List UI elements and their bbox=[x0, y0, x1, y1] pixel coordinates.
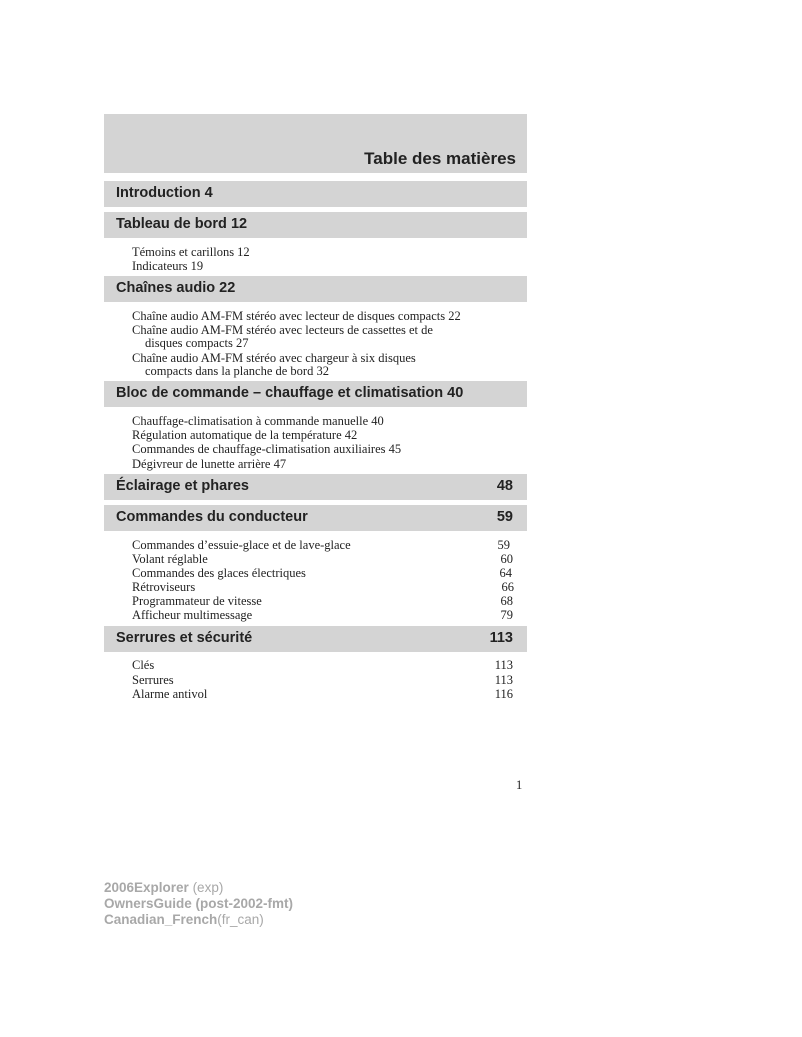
section-page: 48 bbox=[496, 478, 513, 494]
footer-language-code: (fr_can) bbox=[217, 912, 264, 927]
section-title: Chaînes audio 22 bbox=[116, 280, 236, 296]
section-title: Introduction 4 bbox=[116, 185, 213, 201]
section-tableau-de-bord[interactable] bbox=[104, 212, 527, 238]
toc-entry-continuation[interactable]: disques compacts 27 bbox=[145, 336, 249, 350]
toc-entry[interactable]: Alarme antivol bbox=[132, 687, 208, 701]
toc-entry-page: 64 bbox=[499, 566, 512, 580]
toc-entry[interactable]: Commandes de chauffage-climatisation auxiliaires 45 bbox=[132, 442, 402, 456]
footer-line-1 bbox=[104, 880, 293, 896]
toc-entry-page: 113 bbox=[494, 673, 513, 687]
toc-entry[interactable]: Chaîne audio AM-FM stéréo avec lecteur de disques compacts 22 bbox=[132, 309, 461, 323]
section-title: Commandes du conducteur bbox=[116, 509, 308, 525]
toc-entry-page: 66 bbox=[501, 580, 514, 594]
toc-entry[interactable]: Commandes des glaces électriques bbox=[132, 566, 306, 580]
toc-entry-page: 113 bbox=[494, 658, 513, 672]
section-bloc-de-commande[interactable] bbox=[104, 381, 527, 407]
toc-entry[interactable]: Chauffage-climatisation à commande manuelle 40 bbox=[132, 414, 384, 428]
toc-entry[interactable]: Indicateurs 19 bbox=[132, 259, 204, 273]
toc-entry[interactable]: Chaîne audio AM-FM stéréo avec chargeur à six disques bbox=[132, 351, 416, 365]
toc-entry[interactable]: Dégivreur de lunette arrière 47 bbox=[132, 457, 287, 471]
section-eclairage-et-phares[interactable] bbox=[104, 474, 527, 500]
title-band bbox=[104, 114, 527, 173]
toc-entry[interactable]: Rétroviseurs bbox=[132, 580, 196, 594]
page-number: 1 bbox=[516, 778, 523, 792]
toc-entry-page: 79 bbox=[500, 608, 513, 622]
footer-guide: OwnersGuide (post-2002-fmt) bbox=[104, 896, 294, 911]
section-page: 59 bbox=[496, 509, 513, 525]
toc-entry[interactable]: Commandes d’essuie-glace et de lave-glace bbox=[132, 538, 351, 552]
section-page: 113 bbox=[489, 630, 513, 646]
toc-entry[interactable]: Serrures bbox=[132, 673, 174, 687]
section-title: Éclairage et phares bbox=[116, 478, 249, 494]
toc-entry-page: 60 bbox=[500, 552, 513, 566]
toc-entry-page: 59 bbox=[497, 538, 510, 552]
section-title: Serrures et sécurité bbox=[116, 630, 253, 646]
toc-entry[interactable]: Clés bbox=[132, 658, 155, 672]
toc-entry[interactable]: Volant réglable bbox=[132, 552, 208, 566]
footer-line-3 bbox=[104, 912, 293, 928]
section-title: Bloc de commande – chauffage et climatisation 40 bbox=[116, 385, 464, 401]
section-serrures-et-securite[interactable] bbox=[104, 626, 527, 652]
toc-entry[interactable]: Régulation automatique de la température 42 bbox=[132, 428, 358, 442]
toc-entry[interactable]: Afficheur multimessage bbox=[132, 608, 253, 622]
footer-model: 2006Explorer bbox=[104, 880, 189, 895]
section-commandes-du-conducteur[interactable] bbox=[104, 505, 527, 531]
toc-entry-continuation[interactable]: compacts dans la planche de bord 32 bbox=[145, 364, 329, 378]
toc-entry-page: 116 bbox=[494, 687, 513, 701]
page-title: Table des matières bbox=[364, 149, 516, 168]
toc-entry[interactable]: Programmateur de vitesse bbox=[132, 594, 262, 608]
section-title: Tableau de bord 12 bbox=[116, 216, 248, 232]
section-introduction[interactable] bbox=[104, 181, 527, 207]
footer bbox=[104, 880, 293, 928]
toc-entry-page: 68 bbox=[500, 594, 513, 608]
footer-line-2 bbox=[104, 896, 293, 912]
toc-entry[interactable]: Chaîne audio AM-FM stéréo avec lecteurs de cassettes et de bbox=[132, 323, 433, 337]
footer-model-code: (exp) bbox=[188, 880, 224, 895]
toc-entry[interactable]: Témoins et carillons 12 bbox=[132, 245, 250, 259]
section-chaines-audio[interactable] bbox=[104, 276, 527, 302]
footer-language: Canadian_French bbox=[104, 912, 218, 927]
